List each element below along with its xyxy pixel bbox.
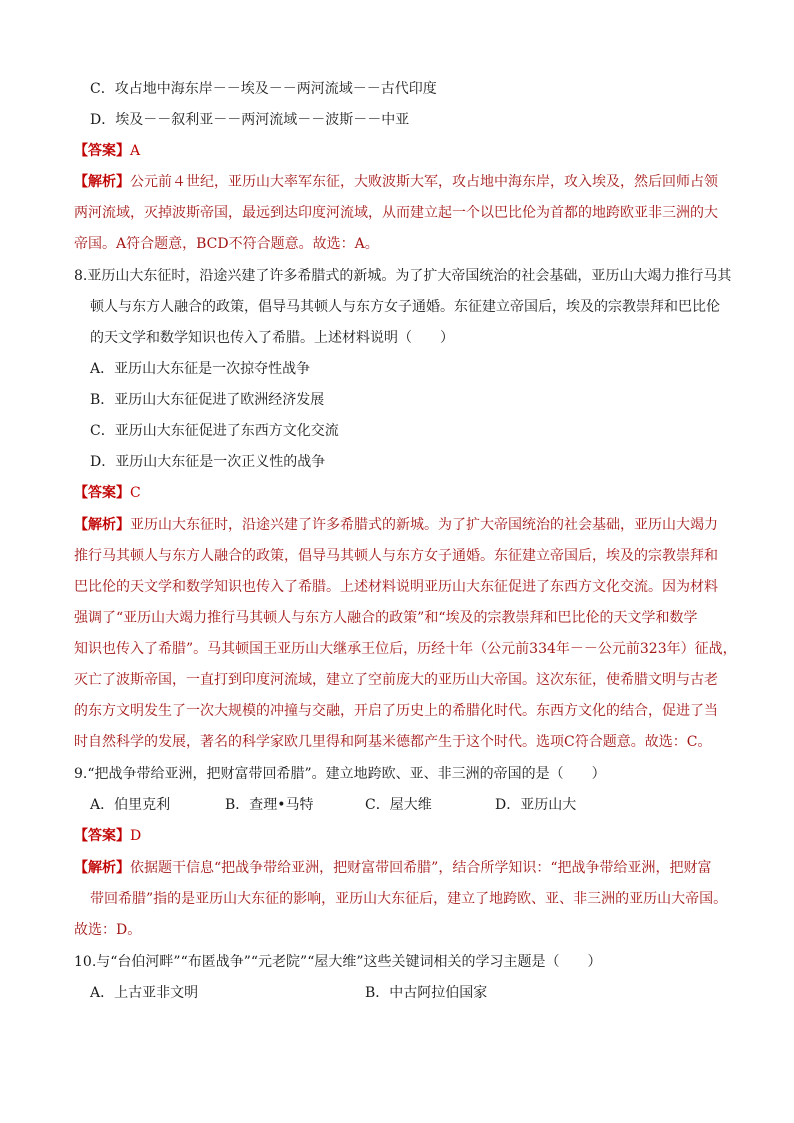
q8-analysis-line-3: 巴比伦的天文学和数学知识也传入了希腊。上述材料说明亚历山大东征促进了东西方文化交流。因为材料 [74, 579, 718, 595]
q7-analysis-line-3: 帝国。A符合题意，BCD不符合题意。故选：A。 [74, 236, 379, 252]
q7-answer [74, 141, 140, 161]
q9-option-d: D．亚历山大 [495, 797, 577, 813]
q8-option-d: D．亚历山大东征是一次正义性的战争 [90, 454, 326, 470]
q8-analysis-line-1 [74, 515, 718, 535]
answer-tag: 【答案】 [74, 485, 130, 501]
q9-stem: 9.“把战争带给亚洲，把财富带回希腊”。建立地跨欧、亚、非三洲的帝国的是（ ） [74, 766, 606, 782]
analysis-tag: 【解析】 [74, 860, 130, 876]
analysis-text: 公元前４世纪，亚历山大率军东征，大败波斯大军，攻占地中海东岸，攻入埃及，然后回师占领 [130, 174, 718, 190]
q10-option-b: B．中古阿拉伯国家 [365, 985, 488, 1001]
q9-option-c: C．屋大维 [365, 797, 432, 813]
q7-option-c: C．攻占地中海东岸－－埃及－－两河流域－－古代印度 [90, 81, 437, 97]
q8-stem-line-1: 8.亚历山大东征时，沿途兴建了许多希腊式的新城。为了扩大帝国统治的社会基础，亚历山大竭力推行马其 [74, 268, 732, 284]
analysis-tag: 【解析】 [74, 174, 130, 190]
q8-analysis-line-7: 的东方文明发生了一次大规模的冲撞与交融，开启了历史上的希腊化时代。东西方文化的结合，促进了当 [74, 703, 718, 719]
q8-option-b: B．亚历山大东征促进了欧洲经济发展 [90, 392, 325, 408]
answer-tag: 【答案】 [74, 143, 130, 159]
q9-option-a: A．伯里克利 [90, 797, 171, 813]
q9-analysis-line-1 [74, 858, 711, 878]
q9-analysis-line-3: 故选：D。 [74, 922, 142, 938]
analysis-text: 依据题干信息“把战争带给亚洲，把财富带回希腊”，结合所学知识：“把战争带给亚洲，把财富 [130, 860, 712, 876]
q9-analysis-line-2: 带回希腊”指的是亚历山大东征的影响，亚历山大东征后，建立了地跨欧、亚、非三洲的亚历山大帝国。 [90, 891, 728, 907]
analysis-text: 亚历山大东征时，沿途兴建了许多希腊式的新城。为了扩大帝国统治的社会基础，亚历山大竭力 [130, 517, 718, 533]
q8-analysis-line-2: 推行马其顿人与东方人融合的政策，倡导马其顿人与东方女子通婚。东征建立帝国后，埃及的宗教崇拜和 [74, 548, 718, 564]
q9-option-b: B．查理•马特 [225, 797, 314, 813]
q7-analysis-line-2: 两河流域，灭掉波斯帝国，最远到达印度河流域，从而建立起一个以巴比伦为首都的地跨欧亚非三洲的大 [74, 205, 718, 221]
q7-analysis-line-1 [74, 172, 718, 192]
q8-stem-line-3: 的天文学和数学知识也传入了希腊。上述材料说明（ ） [90, 330, 454, 346]
q8-option-c: C．亚历山大东征促进了东西方文化交流 [90, 423, 339, 439]
q10-option-a: A．上古亚非文明 [90, 985, 199, 1001]
q10-stem: 10.与“台伯河畔”“布匿战争”“元老院”“屋大维”这些关键词相关的学习主题是（ ） [74, 954, 602, 970]
answer-value: C [130, 485, 141, 501]
answer-tag: 【答案】 [74, 828, 130, 844]
q7-option-d: D．埃及－－叙利亚－－两河流域－－波斯－－中亚 [90, 112, 410, 128]
q9-answer [74, 826, 141, 846]
answer-value: D [130, 828, 142, 844]
q8-stem-line-2: 顿人与东方人融合的政策，倡导马其顿人与东方女子通婚。东征建立帝国后，埃及的宗教崇拜和巴比伦 [90, 299, 720, 315]
q8-analysis-line-5: 知识也传入了希腊”。马其顿国王亚历山大继承王位后，历经十年（公元前334年－－公元前323年）征战， [74, 641, 737, 657]
q8-analysis-line-6: 灭亡了波斯帝国，一直打到印度河流域，建立了空前庞大的亚历山大帝国。这次东征，使希腊文明与古老 [74, 672, 718, 688]
q10-options [90, 983, 690, 1003]
q8-analysis-line-8: 时自然科学的发展，著名的科学家欧几里得和阿基米德都产生于这个时代。选项C符合题意。故选：C。 [74, 734, 712, 750]
q9-options [90, 795, 710, 815]
analysis-tag: 【解析】 [74, 517, 130, 533]
q8-answer [74, 483, 141, 503]
answer-value: A [130, 143, 141, 159]
q8-option-a: A．亚历山大东征是一次掠夺性战争 [90, 361, 311, 377]
q8-analysis-line-4: 强调了“亚历山大竭力推行马其顿人与东方人融合的政策”和“埃及的宗教崇拜和巴比伦的天文学和数学 [74, 610, 698, 626]
